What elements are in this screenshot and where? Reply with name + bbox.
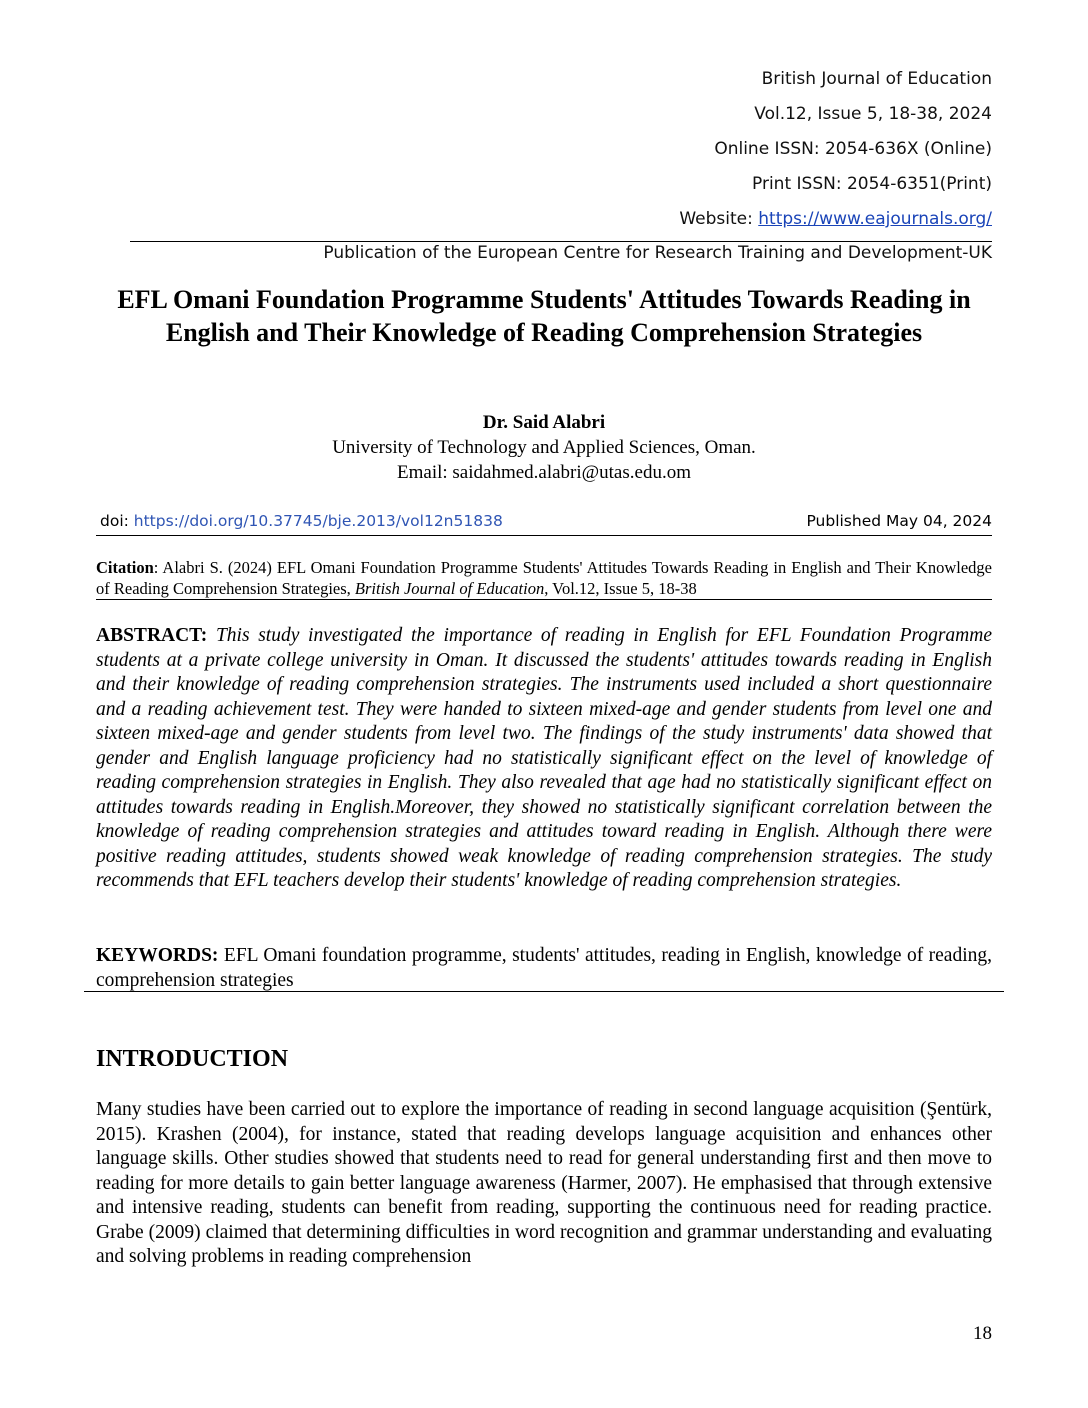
introduction-text: Many studies have been carried out to explore the importance of reading in second language acquisition (Şentürk, 2015). Krashen (2004), for instance, stated that reading develops language acquisition and enhances other language skills. Other studies showed that students need to read for general understanding first and then move to reading for more details to gain better language awareness (Harmer, 2007). He emphasised that through extensive and intensive reading, students can benefit from reading, supporting the continuous need for reading practice. Grabe (2009) claimed that determining difficulties in word recognition and grammar understanding and evaluating and solving problems in reading comprehension bbox=[96, 1099, 992, 1267]
doi-divider bbox=[96, 535, 992, 536]
citation-volume: , Vol.12, Issue 5, 18-38 bbox=[544, 579, 697, 598]
citation bbox=[96, 557, 992, 599]
doi-link[interactable]: https://doi.org/10.37745/bje.2013/vol12n51838 bbox=[133, 512, 503, 530]
print-issn: Print ISSN: 2054-6351(Print) bbox=[752, 174, 992, 194]
website-link[interactable]: https://www.eajournals.org/ bbox=[758, 209, 992, 229]
page-number: 18 bbox=[973, 1323, 992, 1344]
keywords-text: EFL Omani foundation programme, students' attitudes, reading in English, knowledge of reading, comprehension strategies bbox=[96, 945, 993, 991]
citation-label: Citation bbox=[96, 558, 154, 577]
citation-divider bbox=[96, 599, 992, 600]
paper-title: EFL Omani Foundation Programme Students' Attitudes Towards Reading in English and Their Knowledge of Reading Comprehension Strategies bbox=[117, 285, 971, 347]
citation-text: : Alabri S. (2024) EFL Omani Foundation Programme Students' Attitudes Towards Reading in English and Their Knowledge of Reading Comprehension Strategies, bbox=[96, 558, 992, 598]
introduction-heading: INTRODUCTION bbox=[96, 1046, 289, 1072]
website-label: Website: bbox=[679, 209, 759, 229]
citation-journal: British Journal of Education bbox=[354, 579, 545, 598]
doi-label: doi: bbox=[100, 512, 134, 530]
keywords bbox=[96, 943, 992, 993]
journal-header bbox=[679, 62, 992, 237]
website-line bbox=[679, 202, 992, 237]
online-issn: Online ISSN: 2054-636X (Online) bbox=[714, 139, 992, 159]
abstract-text: This study investigated the importance of reading in English for EFL Foundation Programme students at a private college university in Oman. It discussed the students' attitudes towards reading in English and their knowledge of reading comprehension strategies. The instruments used included a short questionnaire and a reading achievement test. They were handed to sixteen mixed-age and gender students from level one and sixteen mixed-age and gender students from level two. The findings of the study instruments' data showed that gender and English language proficiency had no statistically significant effect on the level of knowledge of reading comprehension strategies in English. They also revealed that age had no statistically significant effect on attitudes towards reading in English.Moreover, they showed no statistically significant correlation between the knowledge of reading comprehension strategies and attitudes toward reading in English. Although there were positive reading attitudes, students showed weak knowledge of reading comprehension strategies. The study recommends that EFL teachers develop their students' knowledge of reading comprehension strategies. bbox=[96, 625, 993, 891]
keywords-label: KEYWORDS: bbox=[96, 945, 219, 966]
publisher-line: Publication of the European Centre for Research Training and Development-UK bbox=[323, 243, 992, 263]
published-date: Published May 04, 2024 bbox=[806, 512, 992, 530]
abstract bbox=[96, 624, 992, 894]
author-email: Email: saidahmed.alabri@utas.edu.om bbox=[397, 462, 691, 483]
author-affiliation: University of Technology and Applied Sciences, Oman. bbox=[332, 437, 756, 458]
journal-name: British Journal of Education bbox=[761, 69, 992, 89]
author-name: Dr. Said Alabri bbox=[482, 412, 606, 433]
doi bbox=[100, 509, 503, 533]
author-block bbox=[96, 410, 992, 485]
keywords-divider bbox=[84, 991, 1004, 992]
journal-volume: Vol.12, Issue 5, 18-38, 2024 bbox=[754, 104, 992, 124]
abstract-label: ABSTRACT: bbox=[96, 625, 208, 646]
